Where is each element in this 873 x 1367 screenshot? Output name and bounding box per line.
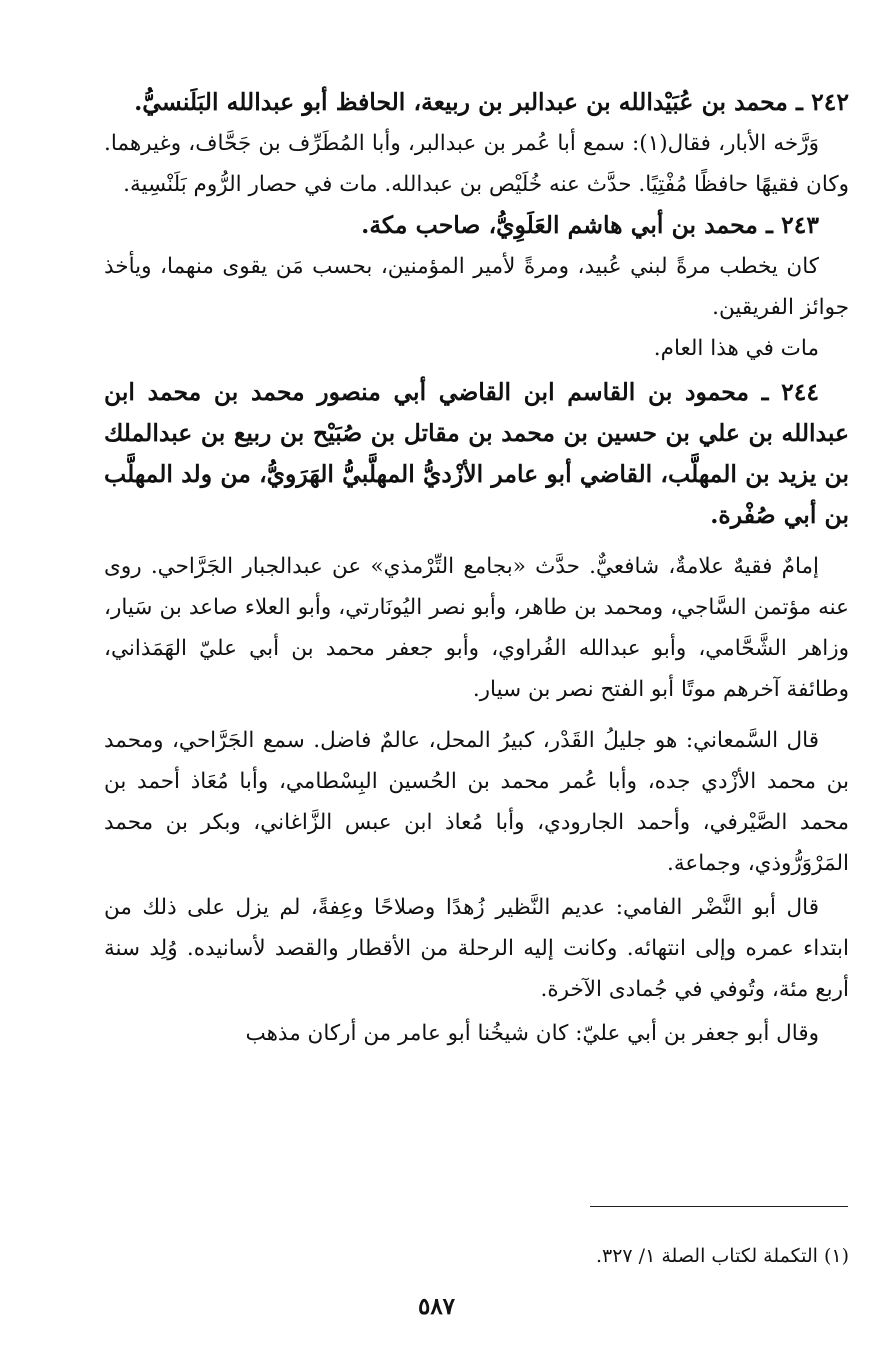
entry-243-paragraph-1: كان يخطب مرةً لبني عُبيد، ومرةً لأمير المؤمنين، بحسب مَن يقوى منهما، ويأخذ جوائز الفريقين. [104,254,849,320]
footnote-separator [590,1206,848,1207]
entry-heading-242: ٢٤٢ ـ محمد بن عُبَيْدالله بن عبدالبر بن ربيعة، الحافظ أبو عبدالله البَلَنسيُّ. [134,88,849,116]
page-body [104,82,849,1054]
entry-242-paragraph-1: وَرَّخه الأبار، فقال(١): سمع أبا عُمر بن عبدالبر، وأبا المُطَرِّف بن جَحَّاف، وغيرهما. وكان فقيهًا حافظًا مُفْتِيًا. حدَّث عنه خُلَيْص بن عبدالله. مات في حصار الرُّوم بَلَنْسِية. [104,131,849,197]
entry-heading-243: ٢٤٣ ـ محمد بن أبي هاشم العَلَوِيُّ، صاحب مكة. [361,211,819,239]
footnote: (١) التكملة لكتاب الصلة ١/ ٣٢٧. [595,1245,849,1267]
page-number: ٥٨٧ [417,1293,456,1320]
entry-244-paragraph-2: قال السَّمعاني: هو جليلُ القَدْر، كبيرُ المحل، عالمٌ فاضل. سمع الجَرَّاحي، ومحمد بن محمد الأزْدي جده، وأبا عُمر محمد بن الحُسين البِسْطامي، وأبا مُعَاذ أحمد بن محمد الصَّيْرفي، وأحمد الجارودي، وأبا مُعاذ ابن عبس الزَّاغاني، وبكر بن محمد المَرْوَرُّوذي، وجماعة. [104,728,849,876]
entry-244-paragraph-4: وقال أبو جعفر بن أبي عليّ: كان شيخُنا أبو عامر من أركان مذهب [245,1021,819,1046]
entry-244-paragraph-3: قال أبو النَّضْر الفامي: عديم النَّظير زُهدًا وصلاحًا وعِفةً، لم يزل على ذلك من ابتداء عمره وإلى انتهائه. وكانت إليه الرحلة من الأقطار والقصد لأسانيده. وُلِد سنة أربع مئة، وتُوفي في جُمادى الآخرة. [104,895,849,1002]
entry-243-paragraph-2: مات في هذا العام. [653,336,819,361]
entry-heading-244: ٢٤٤ ـ محمود بن القاسم ابن القاضي أبي منصور محمد بن محمد ابن عبدالله بن علي بن حسين بن محمد بن مقاتل بن صُبَيْح بن ربيع بن عبدالملك بن يزيد بن المهلَّب، القاضي أبو عامر الأزْديُّ المهلَّبيُّ الهَرَويُّ، من ولد المهلَّب بن أبي صُفْرة. [104,378,849,529]
entry-244-paragraph-1: إمامٌ فقيهٌ علامةٌ، شافعيٌّ. حدَّث «بجامع التِّرْمذي» عن عبدالجبار الجَرَّاحي. روى عنه مؤتمن السَّاجي، ومحمد بن طاهر، وأبو نصر اليُونَارتي، وأبو العلاء صاعد بن سَيار، وزاهر الشَّحَّامي، وأبو عبدالله الفُراوي، وأبو جعفر محمد بن أبي عليّ الهَمَذاني، وطائفة آخرهم موتًا أبو الفتح نصر بن سيار. [104,554,849,702]
